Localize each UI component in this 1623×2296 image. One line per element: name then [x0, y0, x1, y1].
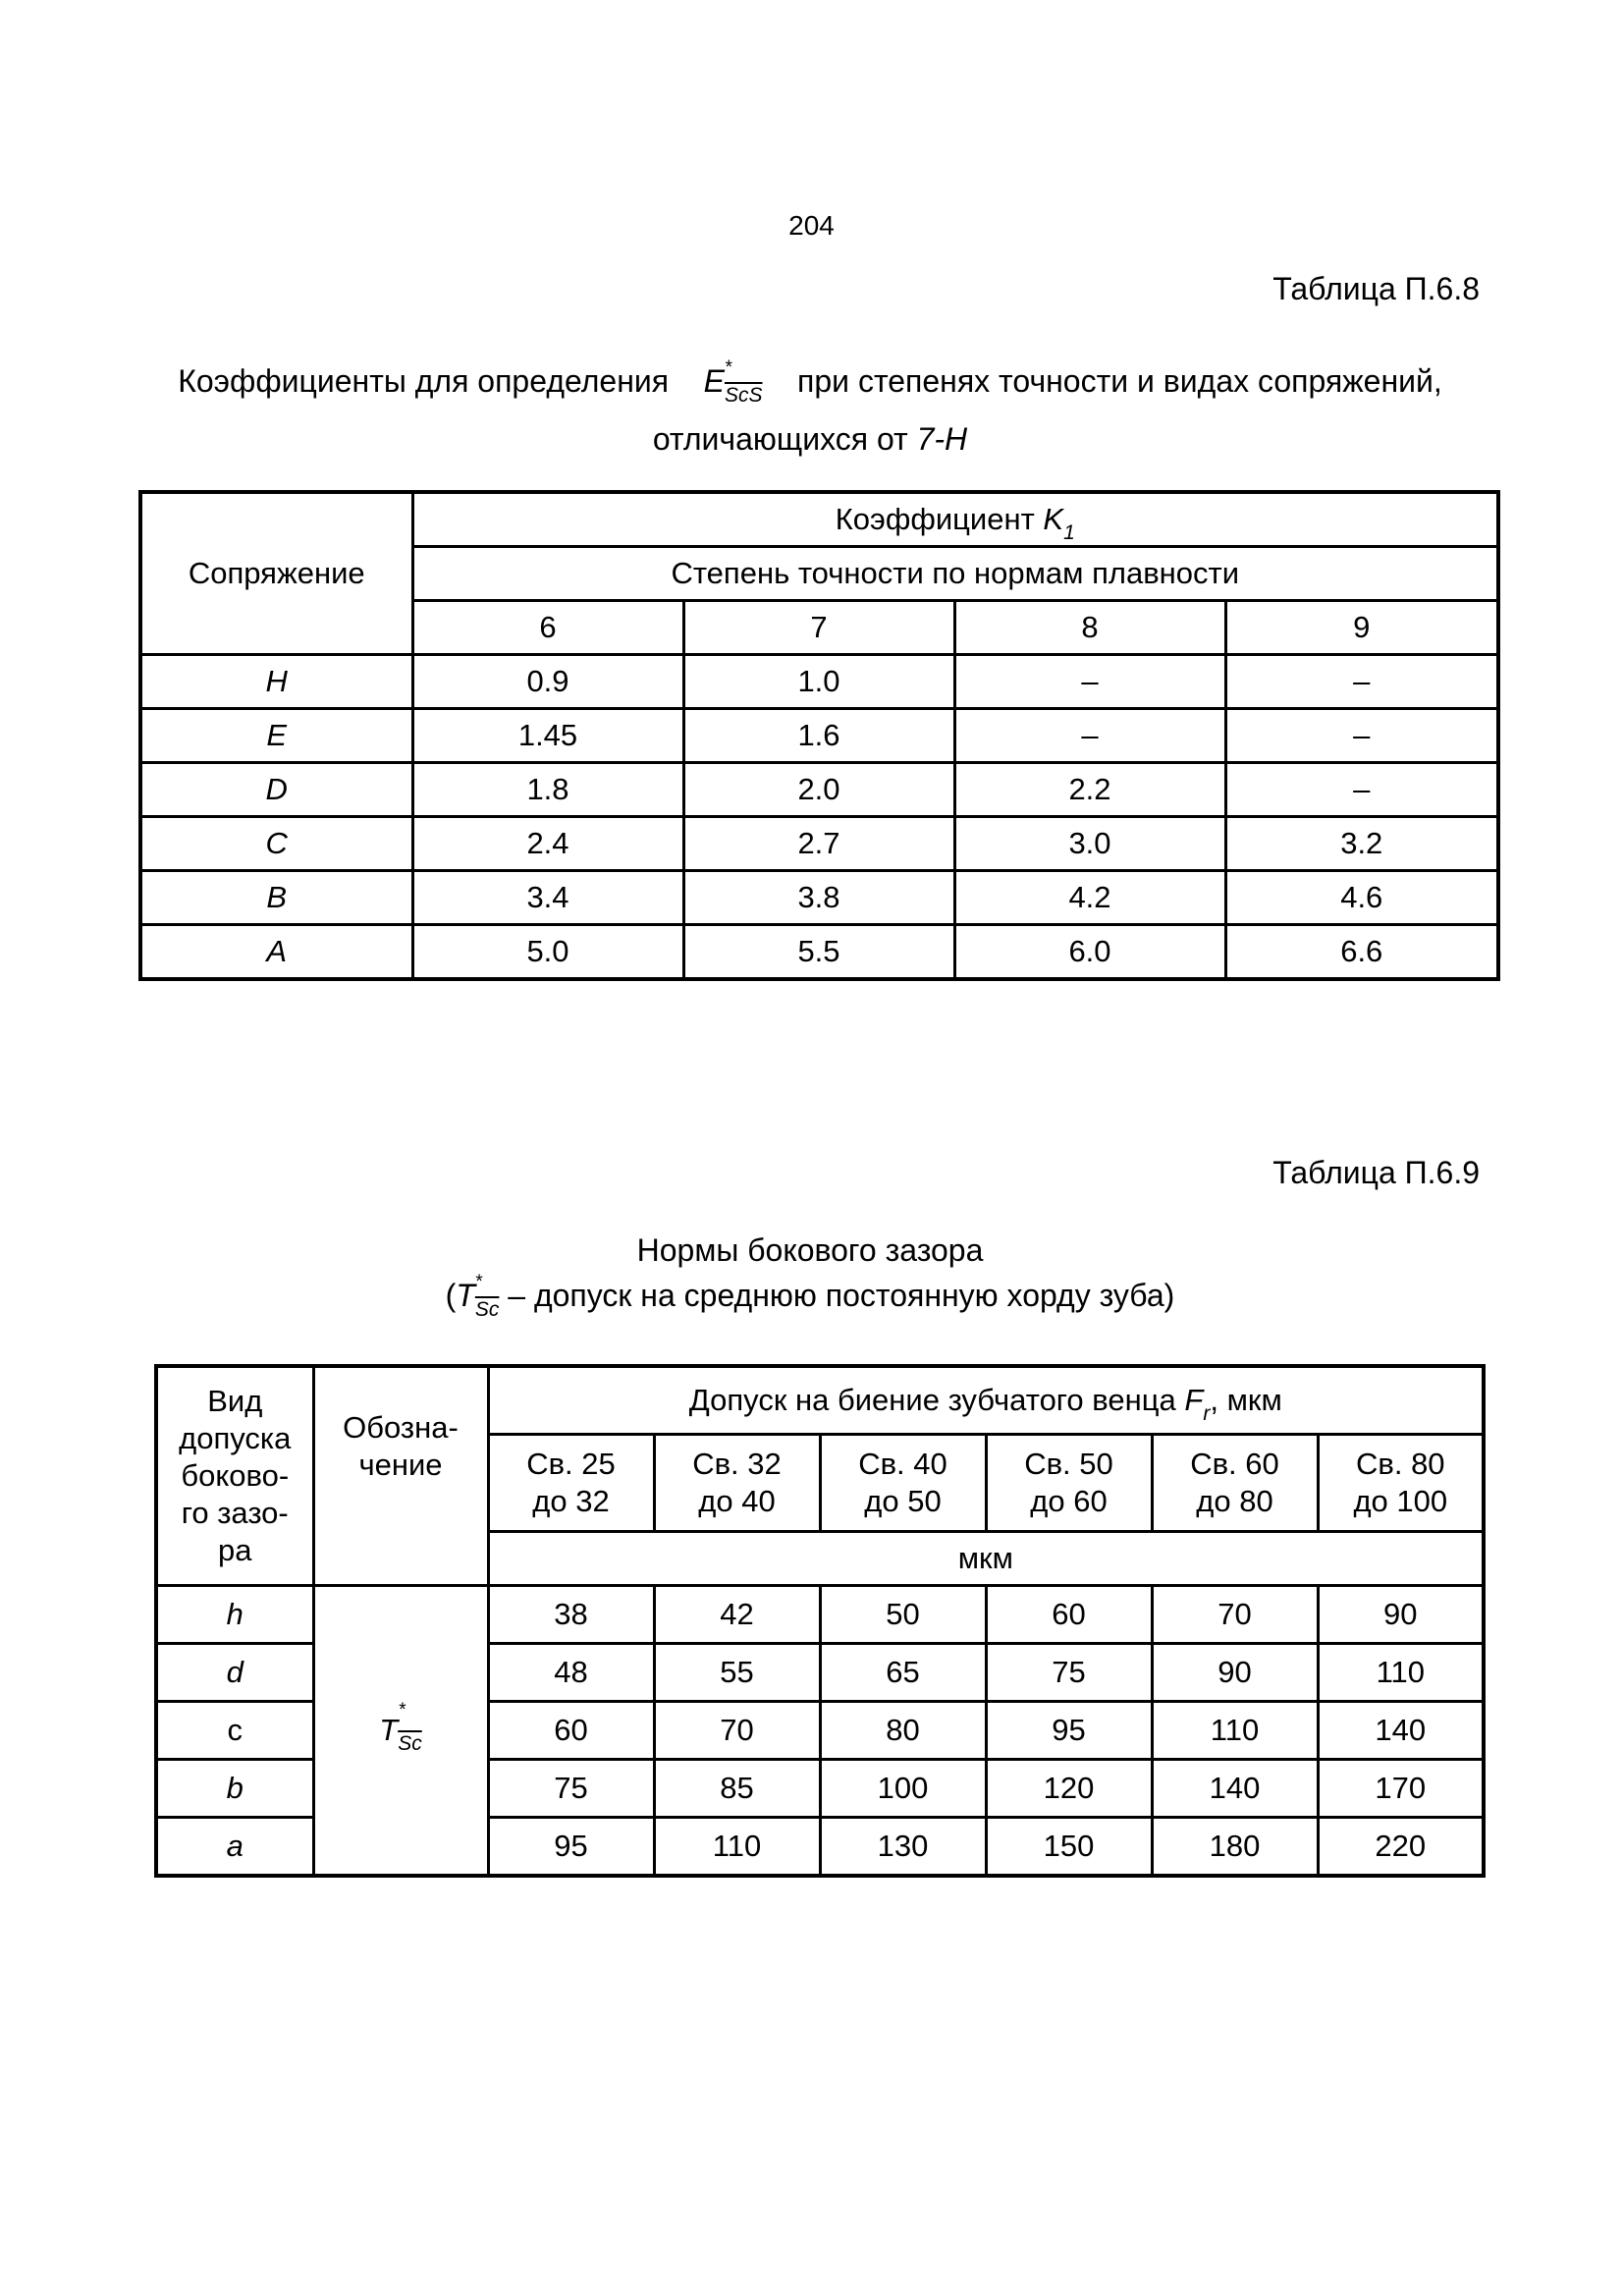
- value-cell: 0.9: [412, 655, 683, 709]
- value-cell: 1.45: [412, 709, 683, 763]
- value-cell: 120: [986, 1760, 1152, 1818]
- value-cell: 140: [1152, 1760, 1318, 1818]
- designation-symbol: $T_{\overline{Sc}}$ *: [313, 1586, 488, 1877]
- value-cell: 4.6: [1225, 871, 1498, 925]
- value-cell: 2.2: [954, 763, 1225, 817]
- value-cell: –: [1225, 763, 1498, 817]
- value-cell: 75: [488, 1760, 654, 1818]
- value-cell: 5.0: [412, 925, 683, 980]
- value-cell: 75: [986, 1644, 1152, 1702]
- range-cell: Св. 80 до 100: [1318, 1435, 1484, 1532]
- unit-cell: мкм: [488, 1532, 1484, 1586]
- value-cell: 180: [1152, 1818, 1318, 1877]
- kind-type: h: [156, 1586, 313, 1644]
- symbol-E-ScS: $E_{\overline{ScS}}$ *: [703, 357, 763, 407]
- value-cell: 42: [654, 1586, 820, 1644]
- table-row: [140, 817, 1498, 871]
- table-row: [140, 709, 1498, 763]
- range-cell: Св. 60 до 80: [1152, 1435, 1318, 1532]
- value-cell: 38: [488, 1586, 654, 1644]
- range-cell: Св. 40 до 50: [820, 1435, 986, 1532]
- table2-caption-line1: Нормы бокового зазора: [636, 1232, 984, 1268]
- value-cell: 65: [820, 1644, 986, 1702]
- value-cell: 70: [654, 1702, 820, 1760]
- pairing-type: H: [140, 655, 412, 709]
- table-row: [140, 871, 1498, 925]
- value-cell: 60: [986, 1586, 1152, 1644]
- value-cell: 3.0: [954, 817, 1225, 871]
- value-cell: 1.0: [683, 655, 954, 709]
- value-cell: 60: [488, 1702, 654, 1760]
- value-cell: 6.0: [954, 925, 1225, 980]
- caption-text-after: при степенях точности и видах сопряжений,: [797, 363, 1442, 399]
- value-cell: –: [954, 709, 1225, 763]
- value-cell: 55: [654, 1644, 820, 1702]
- value-cell: –: [1225, 709, 1498, 763]
- value-cell: 5.5: [683, 925, 954, 980]
- table1-caption-line2: отличающихся от 7-H: [652, 421, 968, 457]
- pairing-type: C: [140, 817, 412, 871]
- value-cell: 85: [654, 1760, 820, 1818]
- table2-caption: [137, 1228, 1483, 1323]
- pairing-type: B: [140, 871, 412, 925]
- page-number: 204: [788, 210, 835, 241]
- value-cell: 3.8: [683, 871, 954, 925]
- value-cell: 2.4: [412, 817, 683, 871]
- table-row: [140, 655, 1498, 709]
- range-cell: Св. 32 до 40: [654, 1435, 820, 1532]
- value-cell: 110: [1318, 1644, 1484, 1702]
- value-cell: 48: [488, 1644, 654, 1702]
- value-cell: 100: [820, 1760, 986, 1818]
- value-cell: 140: [1318, 1702, 1484, 1760]
- value-cell: 1.8: [412, 763, 683, 817]
- value-cell: 130: [820, 1818, 986, 1877]
- degree-cell: 8: [954, 601, 1225, 655]
- value-cell: 50: [820, 1586, 986, 1644]
- value-cell: 4.2: [954, 871, 1225, 925]
- kind-type: a: [156, 1818, 313, 1877]
- table1-caption-line1: [137, 355, 1483, 412]
- header-kind: Вид допуска боково- го зазо- ра: [156, 1366, 313, 1586]
- value-cell: 3.2: [1225, 817, 1498, 871]
- degree-cell: 9: [1225, 601, 1498, 655]
- pairing-type: E: [140, 709, 412, 763]
- symbol-T-Sc: $T_{\overline{Sc}}$ *: [456, 1272, 500, 1321]
- value-cell: 110: [1152, 1702, 1318, 1760]
- kind-type: c: [156, 1702, 313, 1760]
- table-row: [140, 763, 1498, 817]
- value-cell: 95: [986, 1702, 1152, 1760]
- header-tolerance: Допуск на биение зубчатого венца $F_r$, мкм: [488, 1366, 1484, 1435]
- value-cell: 2.0: [683, 763, 954, 817]
- table-coefficients: [138, 490, 1500, 981]
- value-cell: 150: [986, 1818, 1152, 1877]
- value-cell: 220: [1318, 1818, 1484, 1877]
- value-cell: 95: [488, 1818, 654, 1877]
- value-cell: 1.6: [683, 709, 954, 763]
- value-cell: 80: [820, 1702, 986, 1760]
- value-cell: 6.6: [1225, 925, 1498, 980]
- value-cell: 170: [1318, 1760, 1484, 1818]
- header-coefficient: Коэффициент $K_1$: [412, 492, 1498, 547]
- table-backlash-norms: [154, 1364, 1486, 1878]
- header-designation: Обозна- чение: [313, 1366, 488, 1586]
- header-pairing: Сопряжение: [140, 492, 412, 655]
- table-row: [140, 925, 1498, 980]
- pairing-type: A: [140, 925, 412, 980]
- table2-label: Таблица П.6.9: [1272, 1155, 1480, 1190]
- pairing-type: D: [140, 763, 412, 817]
- degree-cell: 6: [412, 601, 683, 655]
- value-cell: –: [1225, 655, 1498, 709]
- value-cell: 2.7: [683, 817, 954, 871]
- caption-text-before: Коэффициенты для определения: [178, 363, 670, 399]
- kind-type: b: [156, 1760, 313, 1818]
- range-cell: Св. 50 до 60: [986, 1435, 1152, 1532]
- table-row: [156, 1586, 1484, 1644]
- table1-caption: [137, 355, 1483, 465]
- value-cell: 3.4: [412, 871, 683, 925]
- table2-caption-line2: ($T_{\overline{Sc}}$ * – допуск на среднюю постоянную хорду зуба): [445, 1272, 1175, 1321]
- value-cell: 110: [654, 1818, 820, 1877]
- header-degree: Степень точности по нормам плавности: [412, 547, 1498, 601]
- value-cell: 90: [1152, 1644, 1318, 1702]
- value-cell: 90: [1318, 1586, 1484, 1644]
- kind-type: d: [156, 1644, 313, 1702]
- degree-cell: 7: [683, 601, 954, 655]
- table1-label: Таблица П.6.8: [1272, 271, 1480, 306]
- value-cell: –: [954, 655, 1225, 709]
- range-cell: Св. 25 до 32: [488, 1435, 654, 1532]
- value-cell: 70: [1152, 1586, 1318, 1644]
